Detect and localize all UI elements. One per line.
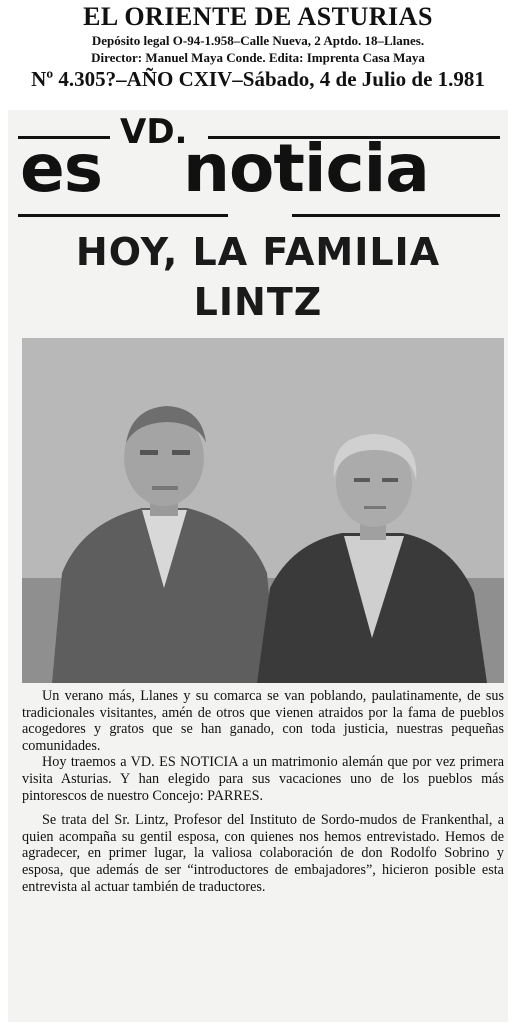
issue-line: Nº 4.305?–AÑO CXIV–Sábado, 4 de Julio de 1.981	[31, 67, 485, 91]
section-logo	[8, 110, 508, 230]
director-line: Director: Manuel Maya Conde. Edita: Imprenta Casa Maya	[91, 50, 425, 65]
logo-es: es	[20, 130, 103, 207]
newspaper-title: EL ORIENTE DE ASTURIAS	[83, 2, 433, 31]
headline-line1: HOY, LA FAMILIA	[75, 230, 441, 274]
logo-rule-bottom-right	[292, 214, 500, 217]
headline-line2: LINTZ	[193, 280, 323, 324]
logo-rule-bottom-left	[18, 214, 228, 217]
logo-noticia: noticia	[183, 130, 429, 207]
article-body	[22, 688, 504, 895]
legal-line: Depósito legal O-94-1.958–Calle Nueva, 2 Aptdo. 18–Llanes.	[91, 33, 425, 48]
masthead	[0, 0, 516, 92]
article-paragraph-2: Hoy traemos a VD. ES NOTICIA a un matrimonio alemán que por vez primera visita Asturias. Y han elegido para sus vacaciones uno de los pueblos más pintorescos de nuestro Concejo: PARRES.	[22, 754, 504, 804]
logo-vd: VD.	[120, 112, 188, 152]
couple-photo-illustration	[22, 338, 504, 683]
article-paragraph-3: Se trata del Sr. Lintz, Profesor del Instituto de Sordo-mudos de Frankenthal, a quien acompaña su gentil esposa, con quienes nos hemos entrevistado. Hemos de agradecer, en primer lugar, la valiosa colaboración de don Rodolfo Sobrino y esposa, que además de ser “introductores de embajadores”, hicieron posible esta entrevista al actuar también de traductores.	[22, 812, 504, 895]
couple-photo	[22, 338, 504, 683]
article-paragraph-1: Un verano más, Llanes y su comarca se van poblando, paulatinamente, de sus tradicionales visitantes, amén de otros que vienen atraidos por la fama de pueblos acogedores y gratos que se han ganado, con toda justicia, nuestras pequeñas comunidades.	[22, 688, 504, 754]
news-clipping	[8, 110, 508, 1022]
